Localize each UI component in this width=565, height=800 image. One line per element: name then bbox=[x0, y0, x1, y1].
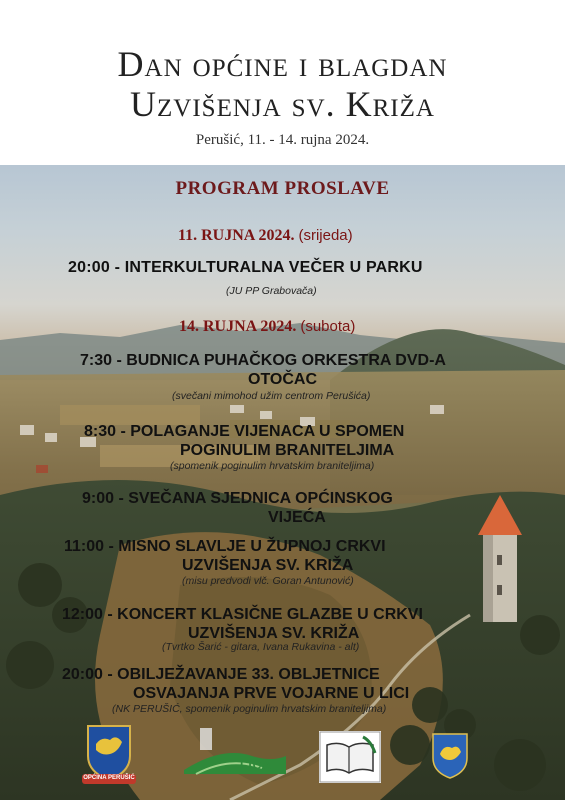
event-6-note: (Tvrtko Šarić - gitara, Ivana Rukavina - alt) bbox=[162, 641, 360, 653]
event-5-line-1: 11:00 - MISNO SLAVLJE U ŽUPNOJ CRKVI bbox=[64, 538, 386, 555]
event-2-note: (svečani mimohod užim centrom Perušića) bbox=[172, 390, 371, 402]
program-title: PROGRAM PROSLAVE bbox=[175, 178, 390, 199]
municipality-coat-of-arms-logo bbox=[80, 722, 138, 788]
lica-logo bbox=[182, 726, 288, 786]
logo-2-label: LICA bbox=[240, 758, 272, 772]
title-line-2: Uzvišenja sv. Križa bbox=[130, 84, 435, 124]
event-7-note: (NK PERUŠIĆ, spomenik poginulim hrvatskim braniteljima) bbox=[112, 703, 387, 715]
event-6-line-2: UZVIŠENJA SV. KRIŽA bbox=[188, 625, 360, 642]
event-3-line-1: 8:30 - POLAGANJE VIJENACA U SPOMEN bbox=[84, 423, 405, 440]
day-2-date bbox=[179, 318, 355, 336]
day-2-weekday: (subota) bbox=[300, 318, 356, 335]
day-1-date-text: 11. RUJNA 2024. bbox=[178, 227, 295, 244]
book-icon bbox=[319, 731, 381, 783]
event-7-line-1: 20:00 - OBILJEŽAVANJE 33. OBLJETNICE bbox=[62, 666, 380, 683]
event-7-line-2: OSVAJANJA PRVE VOJARNE U LICI bbox=[133, 685, 410, 702]
logo-1-label: OPĆINA PERUŠIĆ bbox=[83, 775, 135, 781]
day-1-weekday: (srijeda) bbox=[298, 227, 353, 244]
event-6-line-1: 12:00 - KONCERT KLASIČNE GLAZBE U CRKVI bbox=[62, 606, 423, 623]
lica-mark-icon bbox=[182, 726, 288, 786]
event-1-line-1: 20:00 - INTERKULTURALNA VEČER U PARKU bbox=[68, 259, 423, 276]
event-5-note: (misu predvodi vlč. Goran Antunović) bbox=[182, 575, 354, 587]
event-2-line-2: OTOČAC bbox=[248, 371, 318, 388]
event-1-note: (JU PP Grabovača) bbox=[226, 285, 317, 297]
event-5-line-2: UZVIŠENJA SV. KRIŽA bbox=[182, 557, 354, 574]
event-2-line-1: 7:30 - BUDNICA PUHAČKOG ORKESTRA DVD-A bbox=[80, 352, 446, 369]
event-4-line-2: VIJEĆA bbox=[268, 509, 326, 526]
library-book-logo bbox=[319, 731, 381, 783]
day-2-date-text: 14. RUJNA 2024. bbox=[179, 318, 297, 335]
shield-icon bbox=[430, 730, 470, 780]
event-3-note: (spomenik poginulim hrvatskim braniteljima) bbox=[170, 460, 375, 472]
county-coat-of-arms-logo bbox=[430, 730, 470, 780]
event-3-line-2: POGINULIM BRANITELJIMA bbox=[180, 442, 395, 459]
day-1-date bbox=[178, 227, 353, 245]
title-line-1: Dan općine i blagdan bbox=[117, 44, 448, 84]
subtitle-place-date: Perušić, 11. - 14. rujna 2024. bbox=[195, 132, 370, 148]
event-4-line-1: 9:00 - SVEČANA SJEDNICA OPĆINSKOG bbox=[82, 490, 393, 507]
